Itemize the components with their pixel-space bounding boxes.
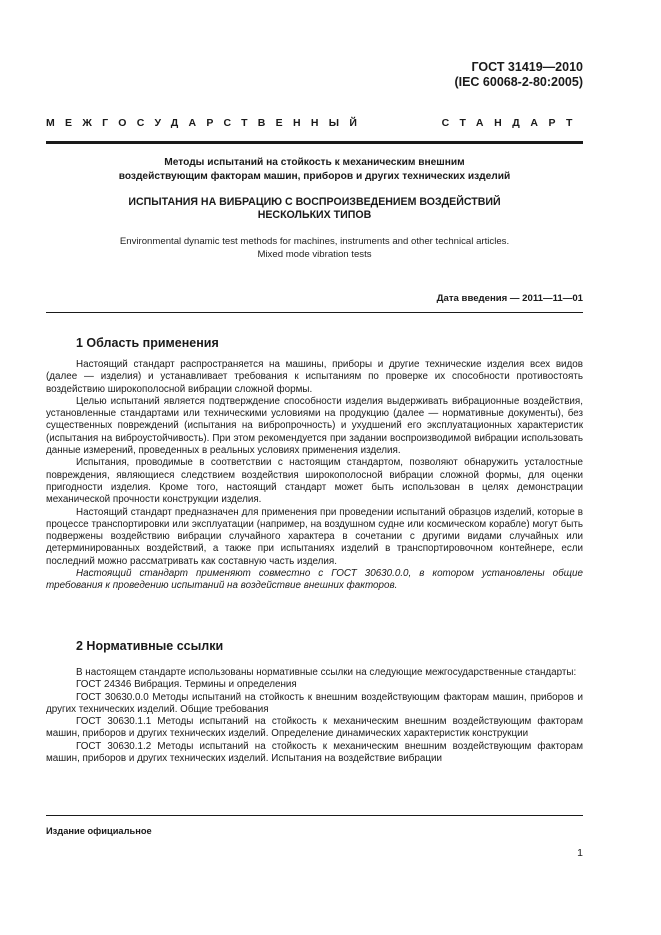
- reference-item: ГОСТ 30630.1.1 Методы испытаний на стойкость к механическим внешним воздействующим факторам машин, приборов и других технических изделий. Определение динамических характеристик конструкции: [46, 716, 583, 740]
- banner-word-standard: СТАНДАРТ: [441, 117, 583, 129]
- section-1-paragraph: Испытания, проводимые в соответствии с настоящим стандартом, позволяют обнаружить усталостные повреждения, являющиеся следствием воздействия широкополосной вибрации сложной формы, для оценки пригодности изделия. Кроме того, настоящий стандарт может быть использован в целях демонстрации механической прочности конструкции изделия.: [46, 457, 583, 506]
- subtitle-line-2: НЕСКОЛЬКИХ ТИПОВ: [257, 209, 372, 221]
- section-1-paragraph: Целью испытаний является подтверждение способности изделия выдерживать вибрационные воздействия, установленные стандартами или техническими условиями на продукцию (далее — нормативные документы), без существенных повреждений (испытания на вибропрочность) и ухудшений его эксплуатационных характеристик (испытания на виброустойчивость). При этом рекомендуется при задании воспроизводимой вибрации использовать данные измерений, проведенных в реальных условиях применения изделия.: [46, 395, 583, 457]
- reference-item: ГОСТ 24346 Вибрация. Термины и определения: [76, 679, 297, 691]
- iec-number: (IEC 60068-2-80:2005): [454, 75, 583, 89]
- gost-number: ГОСТ 31419—2010: [471, 60, 583, 74]
- section-2-heading: 2 Нормативные ссылки: [76, 639, 224, 653]
- document-subtitle: [46, 196, 583, 222]
- standard-type-banner: [46, 117, 583, 129]
- official-edition-label: Издание официальное: [46, 826, 152, 836]
- document-title: [46, 156, 583, 184]
- reference-item: ГОСТ 30630.1.2 Методы испытаний на стойкость к механическим внешним воздействующим факторам машин, приборов и других технических изделий. Испытания на воздействие вибрации: [46, 740, 583, 765]
- standard-number-block: [454, 60, 583, 90]
- section-2-paragraph: В настоящем стандарте использованы нормативные ссылки на следующие межгосударственные стандарты:: [76, 667, 577, 678]
- section-2-body: [46, 667, 583, 765]
- title-line-1: Методы испытаний на стойкость к механическим внешним: [164, 157, 465, 168]
- banner-word-interstate: МЕЖГОСУДАРСТВЕННЫЙ: [46, 117, 368, 129]
- title-line-2: воздействующим факторам машин, приборов и других технических изделий: [118, 171, 511, 182]
- section-1-body: [46, 359, 583, 593]
- section-1-italic-note: Настоящий стандарт применяют совместно с ГОСТ 30630.0.0, в котором установлены общие требования к проведению испытаний на воздействие внешних факторов.: [46, 568, 583, 592]
- english-title: [46, 235, 583, 261]
- section-1-heading: 1 Область применения: [76, 336, 219, 350]
- date-divider: [46, 312, 583, 313]
- reference-item: ГОСТ 30630.0.0 Методы испытаний на стойкость к внешним воздействующим факторам машин, приборов и других технических изделий. Общие требования: [46, 691, 583, 715]
- banner-divider: [46, 141, 583, 144]
- english-title-line-2: Mixed mode vibration tests: [257, 249, 372, 260]
- english-title-line-1: Environmental dynamic test methods for machines, instruments and other technical articles.: [119, 236, 510, 247]
- introduction-date: Дата введения — 2011—11—01: [436, 293, 583, 304]
- page-number: 1: [577, 847, 583, 859]
- section-1-paragraph: Настоящий стандарт предназначен для применения при проведении испытаний образцов изделий, которые в процессе транспортировки или эксплуатации (например, на воздушном судне или космическом корабле) могут быть подвержены воздействию вибрации случайного характера в сочетании с другими видами случайных или детерминированных воздействий, а также при испытаниях изделий в транспортировочном контейнере, если последний можно рассматривать как составную часть изделия.: [46, 506, 583, 567]
- section-1-paragraph: Настоящий стандарт распространяется на машины, приборы и другие технические изделия всех видов (далее — изделия) и устанавливает требования к испытаниям по проверке их способности противостоять воздействию широкополосной вибрации сложной формы.: [46, 359, 583, 395]
- subtitle-line-1: ИСПЫТАНИЯ НА ВИБРАЦИЮ С ВОСПРОИЗВЕДЕНИЕМ ВОЗДЕЙСТВИЙ: [128, 196, 501, 208]
- footer-divider: [46, 815, 583, 816]
